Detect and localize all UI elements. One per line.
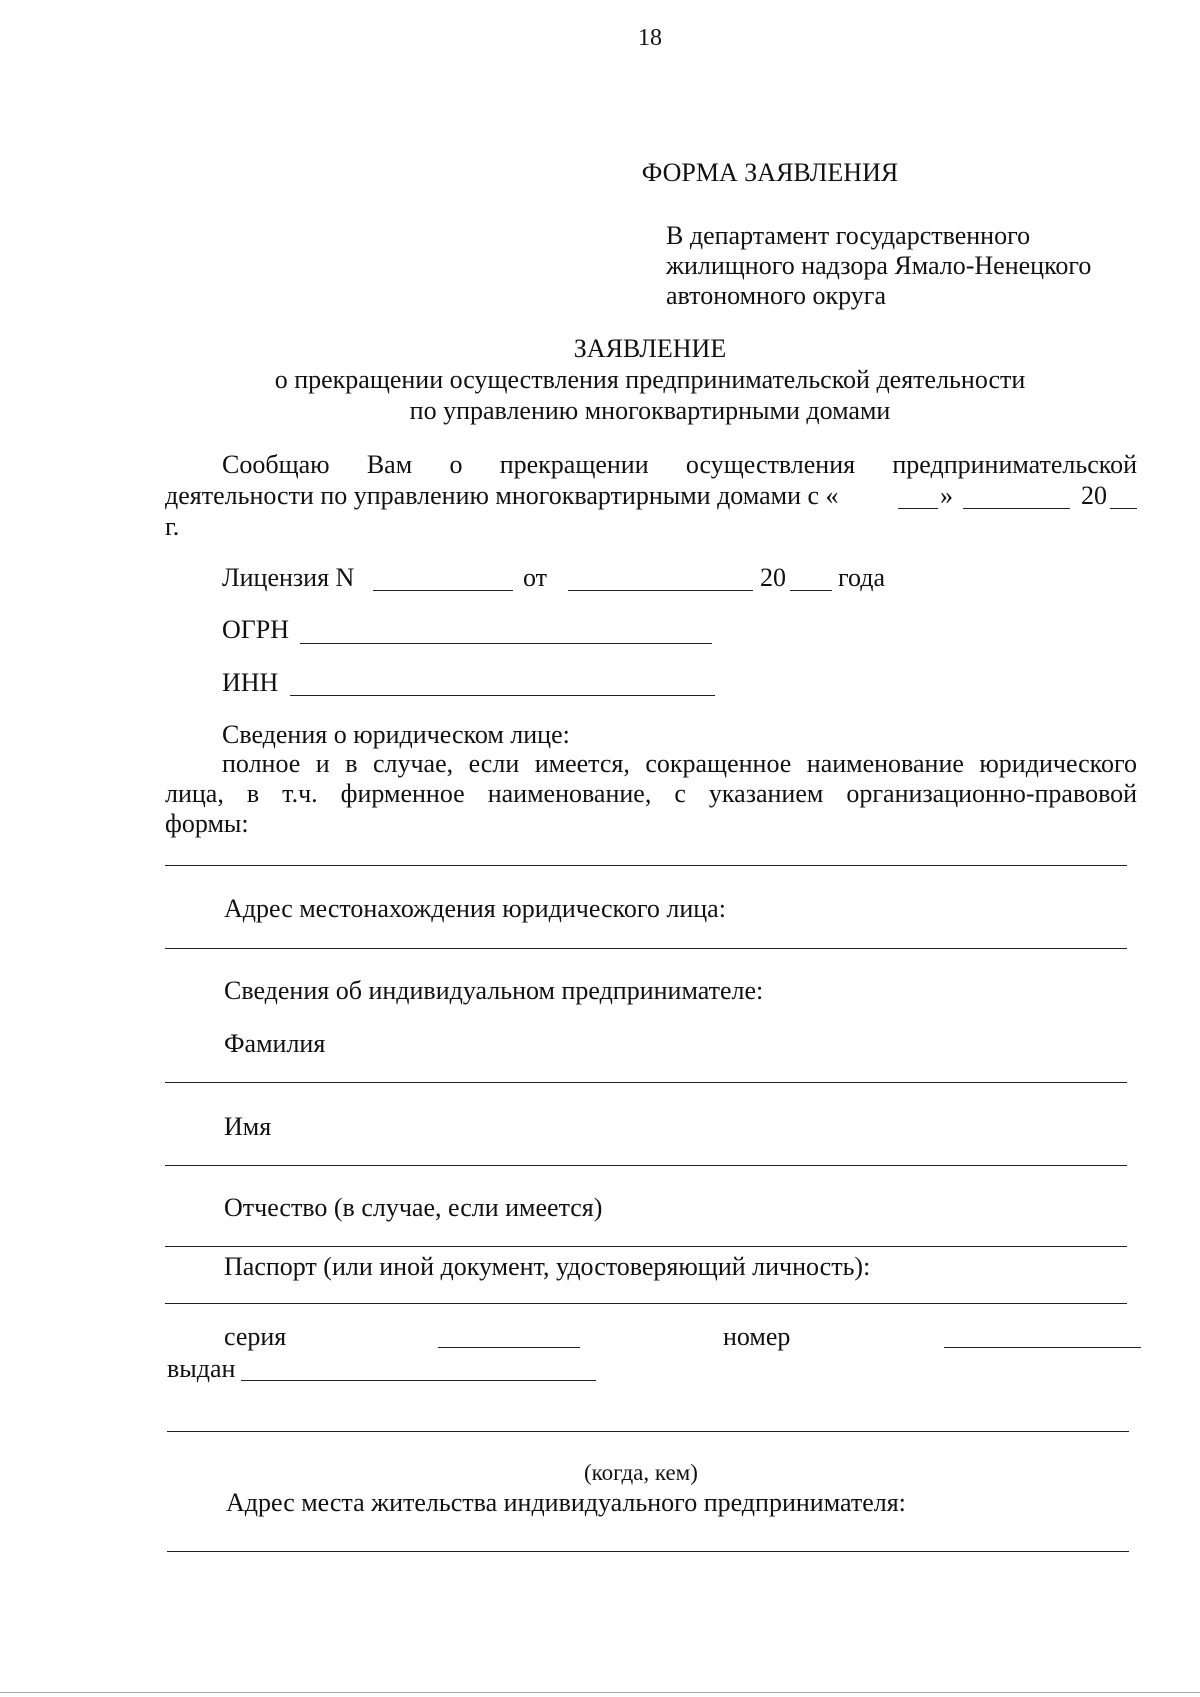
surname-label: Фамилия [224,1029,326,1058]
residence-label: Адрес места жительства индивидуального предпринимателя: [226,1488,906,1517]
license-from-label: от [523,563,548,592]
intro-line-3: г. [165,512,180,541]
issued-label: выдан [167,1354,236,1383]
number-label: номер [723,1322,791,1351]
date-year-field[interactable] [1110,508,1137,509]
license-label: Лицензия N [222,563,355,592]
page-edge-rule [0,1692,1200,1693]
desc-word: организационно-правовой [846,779,1138,808]
legal-entity-address-field[interactable] [165,948,1127,949]
desc-word: с [674,779,686,808]
number-field[interactable] [944,1347,1141,1348]
intro-word: Сообщаю [222,450,330,479]
inn-field[interactable] [290,695,715,696]
date-day-field[interactable] [898,508,938,509]
intro-word: прекращении [499,450,649,479]
legal-entity-desc-line-1 [222,751,1137,777]
legal-entity-name-field[interactable] [165,865,1127,866]
desc-word: лица, [165,779,224,808]
series-field[interactable] [438,1347,580,1348]
series-label: серия [224,1322,287,1351]
legal-entity-address-label: Адрес местонахождения юридического лица: [224,894,726,923]
intro-word: предпринимательской [892,450,1138,479]
legal-entity-desc-text: полное и в случае, если имеется, сокращенное наименование юридического [222,749,1137,778]
surname-field[interactable] [165,1082,1127,1083]
individual-label: Сведения об индивидуальном предпринимателе: [224,976,764,1005]
ogrn-field[interactable] [300,643,712,644]
name-label: Имя [224,1112,272,1141]
license-number-field[interactable] [373,590,513,591]
legal-entity-desc-line-3: формы: [165,809,249,838]
date-month-field[interactable] [963,508,1070,509]
when-who-hint: (когда, кем) [584,1460,698,1485]
passport-label: Паспорт (или иной документ, удостоверяющий личность): [224,1252,871,1281]
passport-field[interactable] [165,1303,1127,1304]
desc-word: наименование, [487,779,652,808]
desc-word: т.ч. [282,779,318,808]
intro-quote-close: » [940,481,953,510]
intro-year-prefix: 20 [1081,481,1107,510]
page-number: 18 [638,25,662,51]
addressee-line-3: автономного округа [666,281,886,310]
intro-word: Вам [366,450,413,479]
legal-entity-desc-line-2 [165,781,1137,807]
document-subtitle-line-1: о прекращении осуществления предпринимательской деятельности [274,365,1026,394]
patronymic-field[interactable] [165,1246,1127,1247]
desc-word: фирменное [340,779,465,808]
inn-label: ИНН [222,668,279,697]
form-title: ФОРМА ЗАЯВЛЕНИЯ [641,158,899,187]
intro-word: осуществления [685,450,856,479]
addressee-line-1: В департамент государственного [666,221,1031,250]
issued-field[interactable] [241,1380,596,1381]
legal-entity-label: Сведения о юридическом лице: [222,720,570,749]
ogrn-label: ОГРН [222,615,290,644]
intro-word: о [449,450,463,479]
residence-field[interactable] [167,1551,1129,1552]
license-year-prefix: 20 [760,563,786,592]
document-title: ЗАЯВЛЕНИЕ [573,334,727,363]
intro-line-2-text: деятельности по управлению многоквартирными домами с « [165,481,839,510]
desc-word: в [246,779,260,808]
license-date-field[interactable] [568,590,753,591]
addressee-line-2: жилищного надзора Ямало-Ненецкого [666,251,1092,280]
intro-line-1 [222,452,1137,478]
license-year-word: года [838,563,886,592]
issued-continuation-field[interactable] [167,1431,1129,1432]
desc-word: указанием [708,779,824,808]
license-year-field[interactable] [790,590,832,591]
document-subtitle-line-2: по управлению многоквартирными домами [409,396,891,425]
patronymic-label: Отчество (в случае, если имеется) [224,1193,603,1222]
name-field[interactable] [165,1165,1127,1166]
